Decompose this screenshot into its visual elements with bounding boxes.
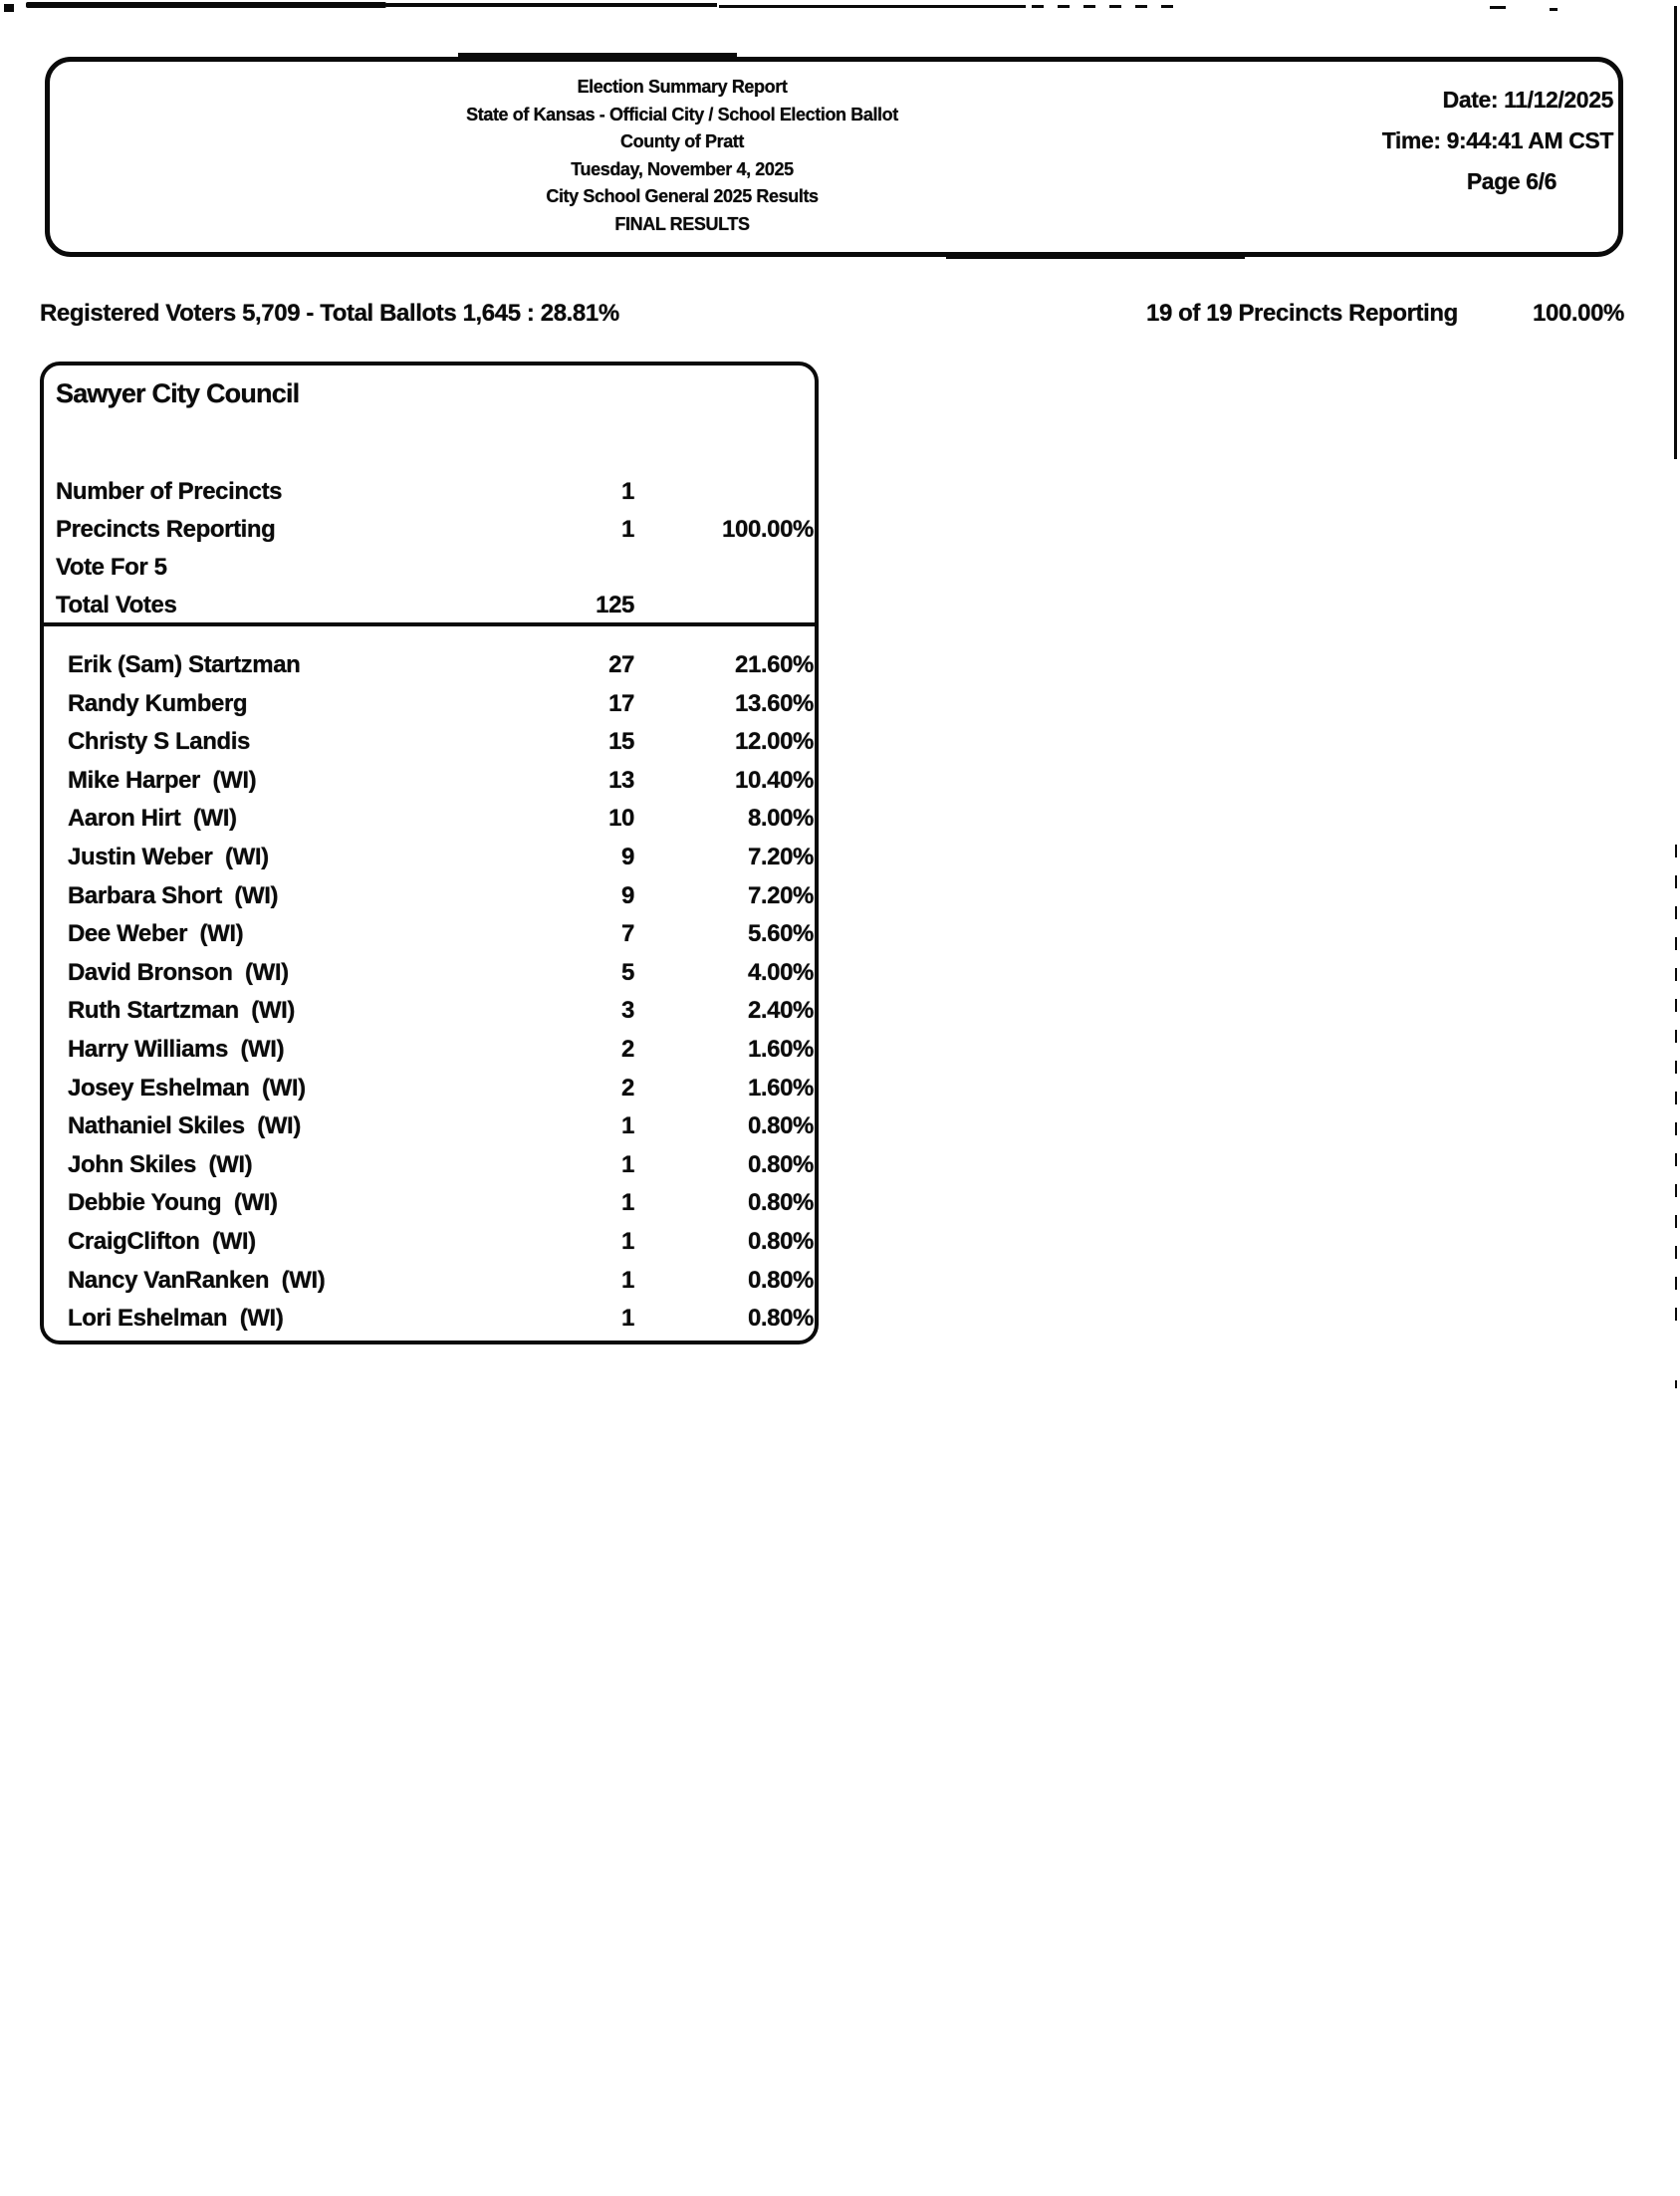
report-meta-block (1195, 80, 1613, 202)
candidate-name: Randy Kumberg (68, 689, 248, 717)
report-header-title-block (284, 74, 1080, 238)
candidate-votes: 9 (621, 881, 634, 909)
candidate-votes: 5 (621, 958, 634, 986)
contest-stats (44, 473, 815, 624)
scan-artifact-speck (1550, 8, 1558, 11)
stat-percent: 100.00% (722, 516, 814, 543)
report-time: Time: 9:44:41 AM CST (1381, 127, 1613, 153)
candidate-name: Barbara Short (WI) (68, 881, 279, 909)
stat-label: Precincts Reporting (56, 516, 276, 543)
candidate-row (44, 1223, 815, 1262)
candidate-row (44, 877, 815, 916)
candidate-votes: 10 (608, 805, 634, 833)
stat-row (44, 587, 815, 624)
candidate-row (44, 1146, 815, 1185)
candidate-votes: 17 (608, 689, 634, 717)
candidate-percent: 10.40% (735, 766, 814, 794)
candidate-percent: 0.80% (747, 1150, 814, 1178)
candidate-percent: 13.60% (735, 689, 814, 717)
candidate-name: Mike Harper (WI) (68, 766, 257, 794)
candidate-name: Ruth Startzman (WI) (68, 997, 295, 1025)
report-title-line: Election Summary Report (577, 77, 788, 97)
candidate-row (44, 1107, 815, 1146)
candidate-percent: 8.00% (747, 805, 814, 833)
candidate-votes: 1 (621, 1305, 634, 1333)
report-title-line: City School General 2025 Results (546, 186, 819, 206)
candidate-votes: 3 (621, 997, 634, 1025)
candidate-results-list (44, 646, 815, 1339)
candidate-row (44, 800, 815, 839)
candidate-votes: 2 (621, 1035, 634, 1063)
candidate-row (44, 1031, 815, 1070)
candidate-votes: 27 (608, 651, 634, 678)
candidate-row (44, 1262, 815, 1301)
candidate-votes: 7 (621, 920, 634, 948)
report-date: Date: 11/12/2025 (1442, 87, 1613, 113)
scan-artifact-right-edge-dashes (1675, 845, 1677, 1335)
candidate-votes: 9 (621, 843, 634, 870)
candidate-percent: 7.20% (747, 881, 814, 909)
candidate-name: Josey Eshelman (WI) (68, 1074, 306, 1101)
candidate-name: Lori Eshelman (WI) (68, 1305, 284, 1333)
candidate-row (44, 723, 815, 762)
candidate-percent: 2.40% (747, 997, 814, 1025)
scan-artifact-speck (1490, 6, 1506, 9)
candidate-votes: 1 (621, 1189, 634, 1217)
report-title-line: County of Pratt (620, 131, 744, 151)
candidate-name: Aaron Hirt (WI) (68, 805, 237, 833)
stat-label: Vote For 5 (56, 554, 167, 581)
stat-value: 125 (596, 592, 634, 618)
candidate-row (44, 762, 815, 801)
stat-row (44, 473, 815, 511)
contest-title: Sawyer City Council (56, 378, 300, 408)
precincts-reporting-summary (1146, 299, 1624, 329)
candidate-percent: 4.00% (747, 958, 814, 986)
stat-label: Number of Precincts (56, 478, 283, 505)
candidate-row (44, 992, 815, 1031)
scan-artifact-corner-mark (4, 4, 14, 12)
candidate-percent: 0.80% (747, 1227, 814, 1255)
candidate-name: Harry Williams (WI) (68, 1035, 285, 1063)
candidate-percent: 0.80% (747, 1112, 814, 1140)
candidate-percent: 0.80% (747, 1189, 814, 1217)
candidate-percent: 5.60% (747, 920, 814, 948)
candidate-name: Nathaniel Skiles (WI) (68, 1112, 301, 1140)
stat-row (44, 549, 815, 587)
candidate-votes: 1 (621, 1112, 634, 1140)
candidate-row (44, 915, 815, 954)
candidate-percent: 1.60% (747, 1035, 814, 1063)
candidate-row (44, 1300, 815, 1339)
candidate-row (44, 954, 815, 993)
stat-value: 1 (621, 478, 634, 505)
candidate-name: Dee Weber (WI) (68, 920, 244, 948)
candidate-votes: 1 (621, 1150, 634, 1178)
candidate-name: David Bronson (WI) (68, 958, 289, 986)
candidate-name: CraigClifton (WI) (68, 1227, 256, 1255)
scan-artifact-speck (1675, 1380, 1677, 1388)
candidate-name: Christy S Landis (68, 728, 250, 756)
candidate-name: Nancy VanRanken (WI) (68, 1266, 326, 1294)
scan-artifact-right-edge-line (1674, 6, 1677, 459)
stat-label: Total Votes (56, 592, 177, 618)
candidate-row (44, 685, 815, 724)
candidate-votes: 1 (621, 1227, 634, 1255)
contest-results-box (40, 362, 819, 1344)
candidate-percent: 12.00% (735, 728, 814, 756)
scan-artifact-top-line (386, 3, 717, 7)
stats-candidates-divider (40, 622, 819, 626)
registered-voters-summary: Registered Voters 5,709 - Total Ballots 1,645 : 28.81% (40, 300, 619, 327)
stat-row (44, 511, 815, 549)
candidate-percent: 1.60% (747, 1074, 814, 1101)
candidate-percent: 0.80% (747, 1266, 814, 1294)
candidate-row (44, 646, 815, 685)
report-title-line: Tuesday, November 4, 2025 (571, 158, 794, 179)
candidate-votes: 2 (621, 1074, 634, 1101)
candidate-percent: 7.20% (747, 843, 814, 870)
report-title-line: State of Kansas - Official City / School Election Ballot (466, 104, 898, 124)
stat-value: 1 (621, 516, 634, 543)
candidate-name: John Skiles (WI) (68, 1150, 253, 1178)
scan-artifact-top-line (719, 5, 1026, 8)
candidate-row (44, 1184, 815, 1223)
candidate-percent: 21.60% (735, 651, 814, 678)
candidate-name: Debbie Young (WI) (68, 1189, 278, 1217)
candidate-percent: 0.80% (747, 1305, 814, 1333)
scan-artifact-top-dashes (1032, 5, 1181, 8)
precincts-reporting-label: 19 of 19 Precincts Reporting (1146, 300, 1458, 327)
report-page-number: Page 6/6 (1466, 168, 1557, 194)
scan-artifact-top-line (26, 2, 386, 8)
candidate-votes: 1 (621, 1266, 634, 1294)
candidate-votes: 15 (608, 728, 634, 756)
report-title-line: FINAL RESULTS (614, 213, 750, 234)
candidate-row (44, 839, 815, 877)
candidate-votes: 13 (608, 766, 634, 794)
candidate-row (44, 1070, 815, 1108)
precincts-reporting-percent: 100.00% (1533, 300, 1624, 327)
candidate-name: Justin Weber (WI) (68, 843, 269, 870)
candidate-name: Erik (Sam) Startzman (68, 651, 301, 678)
